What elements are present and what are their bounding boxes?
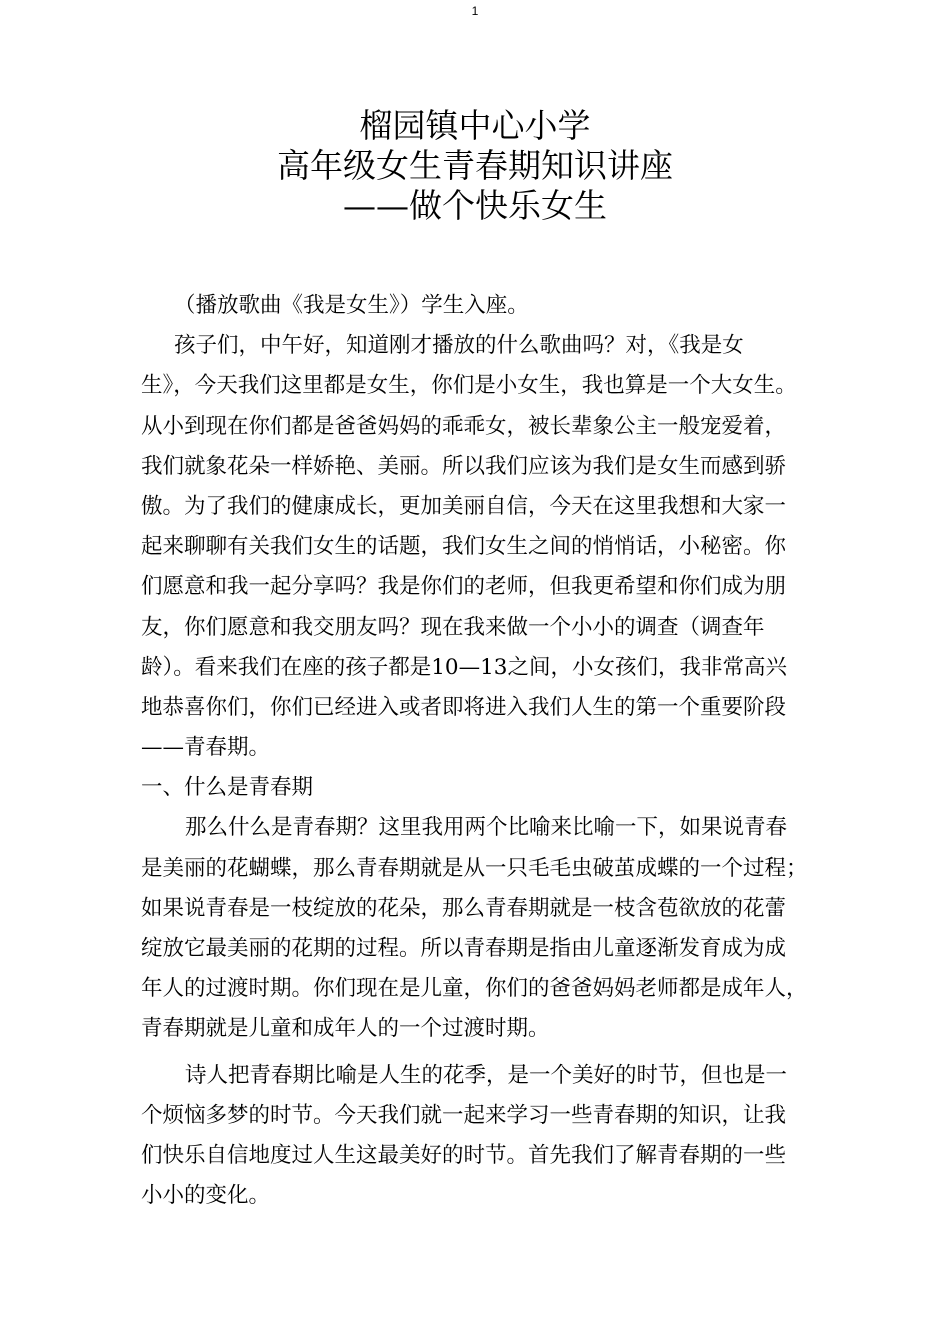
text-line: 友，你们愿意和我交朋友吗？现在我来做一个小小的调查（调查年 [141,614,765,640]
document-body [141,286,831,1216]
text-line: 那么什么是青春期？这里我用两个比喻来比喻一下，如果说青春 [185,815,788,841]
title-school: 榴园镇中心小学 [359,106,591,145]
text-line: 诗人把青春期比喻是人生的花季，是一个美好的时节，但也是一 [185,1062,788,1088]
page-number: 1 [471,4,479,18]
title-lecture: 高年级女生青春期知识讲座 [277,146,673,185]
text-line: 小小的变化。 [141,1183,271,1209]
text-line: 们愿意和我一起分享吗？我是你们的老师，但我更希望和你们成为朋 [141,574,787,600]
text-line: 孩子们，中午好，知道刚才播放的什么歌曲吗？对，《我是女 [174,333,744,359]
text-line: 傲。为了我们的健康成长，更加美丽自信，今天在这里我想和大家一 [141,493,787,519]
document-title [0,106,950,226]
text-line: 地恭喜你们，你们已经进入或者即将进入我们人生的第一个重要阶段 [141,694,787,720]
text-line: 是美丽的花蝴蝶，那么青春期就是从一只毛毛虫破茧成蝶的一个过程； [141,855,808,881]
text-line: 年人的过渡时期。你们现在是儿童，你们的爸爸妈妈老师都是成年人， [141,976,808,1002]
text-line: 生》，今天我们这里都是女生，你们是小女生，我也算是一个大女生。 [141,373,797,399]
section-heading: 一、什么是青春期 [141,775,314,801]
text-line: 从小到现在你们都是爸爸妈妈的乖乖女，被长辈象公主一般宠爱着， [141,413,787,439]
title-subtitle: ——做个快乐女生 [343,186,607,225]
text-line: 如果说青春是一枝绽放的花朵，那么青春期就是一枝含苞欲放的花蕾 [141,895,787,921]
text-line: 们快乐自信地度过人生这最美好的时节。首先我们了解青春期的一些 [141,1142,787,1168]
text-line: 我们就象花朵一样娇艳、美丽。所以我们应该为我们是女生而感到骄 [141,453,787,479]
text-line: （播放歌曲《我是女生》）学生入座。 [174,293,529,318]
text-line: 青春期就是儿童和成年人的一个过渡时期。 [141,1016,550,1042]
text-line: 个烦恼多梦的时节。今天我们就一起来学习一些青春期的知识，让我 [141,1102,787,1128]
text-line: 起来聊聊有关我们女生的话题，我们女生之间的悄悄话，小秘密。你 [141,534,787,560]
text-line: 龄）。看来我们在座的孩子都是10—13之间，小女孩们，我非常高兴 [141,654,787,680]
text-line: 绽放它最美丽的花期的过程。所以青春期是指由儿童逐渐发育成为成 [141,936,787,961]
text-line: ——青春期。 [141,735,271,761]
